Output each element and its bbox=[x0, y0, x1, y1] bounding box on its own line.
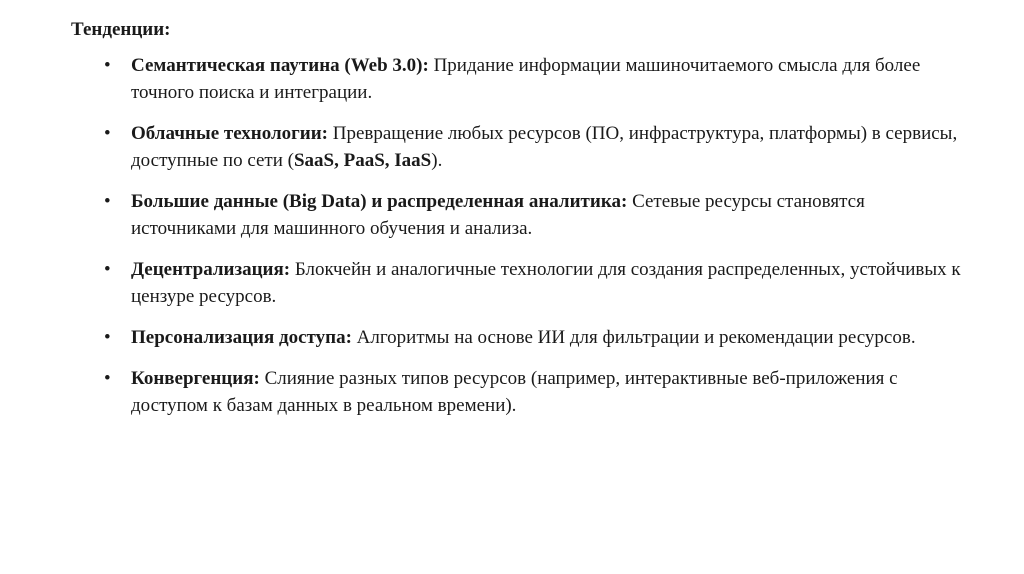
bullet-icon: • bbox=[104, 191, 111, 212]
bullet-icon: • bbox=[104, 368, 111, 389]
item-description: Блокчейн и аналогичные технологии для создания распределенных, устойчивых к цензуре ресурсов. bbox=[131, 259, 961, 307]
item-term: Конвергенция: bbox=[131, 368, 260, 389]
item-term: Децентрализация: bbox=[131, 259, 291, 280]
item-term: Большие данные (Big Data) и распределенная аналитика: bbox=[131, 191, 628, 212]
item-description: Сетевые ресурсы становятся источниками для машинного обучения и анализа. bbox=[131, 191, 865, 239]
item-term: Персонализация доступа: bbox=[131, 327, 352, 348]
bullet-icon: • bbox=[104, 123, 111, 144]
list-item-big-data bbox=[104, 188, 964, 242]
item-description: Слияние разных типов ресурсов (например, интерактивные веб-приложения с доступом к базам данных в реальном времени). bbox=[131, 368, 898, 416]
item-description-emphasis: SaaS, PaaS, IaaS bbox=[293, 150, 432, 171]
item-description: Превращение любых ресурсов (ПО, инфраструктура, платформы) в сервисы, доступные по сети ( bbox=[131, 123, 958, 171]
item-term: Облачные технологии: bbox=[131, 123, 328, 144]
item-description: Алгоритмы на основе ИИ для фильтрации и рекомендации ресурсов. bbox=[351, 327, 916, 348]
item-term: Семантическая паутина (Web 3.0): bbox=[131, 55, 429, 76]
trend-list bbox=[104, 52, 964, 433]
bullet-icon: • bbox=[104, 55, 111, 76]
page-title: Тенденции: bbox=[71, 19, 171, 40]
item-description: Придание информации машиночитаемого смысла для более точного поиска и интеграции. bbox=[131, 55, 921, 103]
item-description-tail: ). bbox=[431, 150, 443, 171]
list-item-convergence bbox=[104, 365, 964, 419]
bullet-icon: • bbox=[104, 259, 111, 280]
list-item-decentralization bbox=[104, 256, 964, 310]
list-item-personalization bbox=[104, 324, 964, 351]
bullet-icon: • bbox=[104, 327, 111, 348]
list-item-cloud bbox=[104, 120, 964, 174]
list-item-semantic-web bbox=[104, 52, 964, 106]
